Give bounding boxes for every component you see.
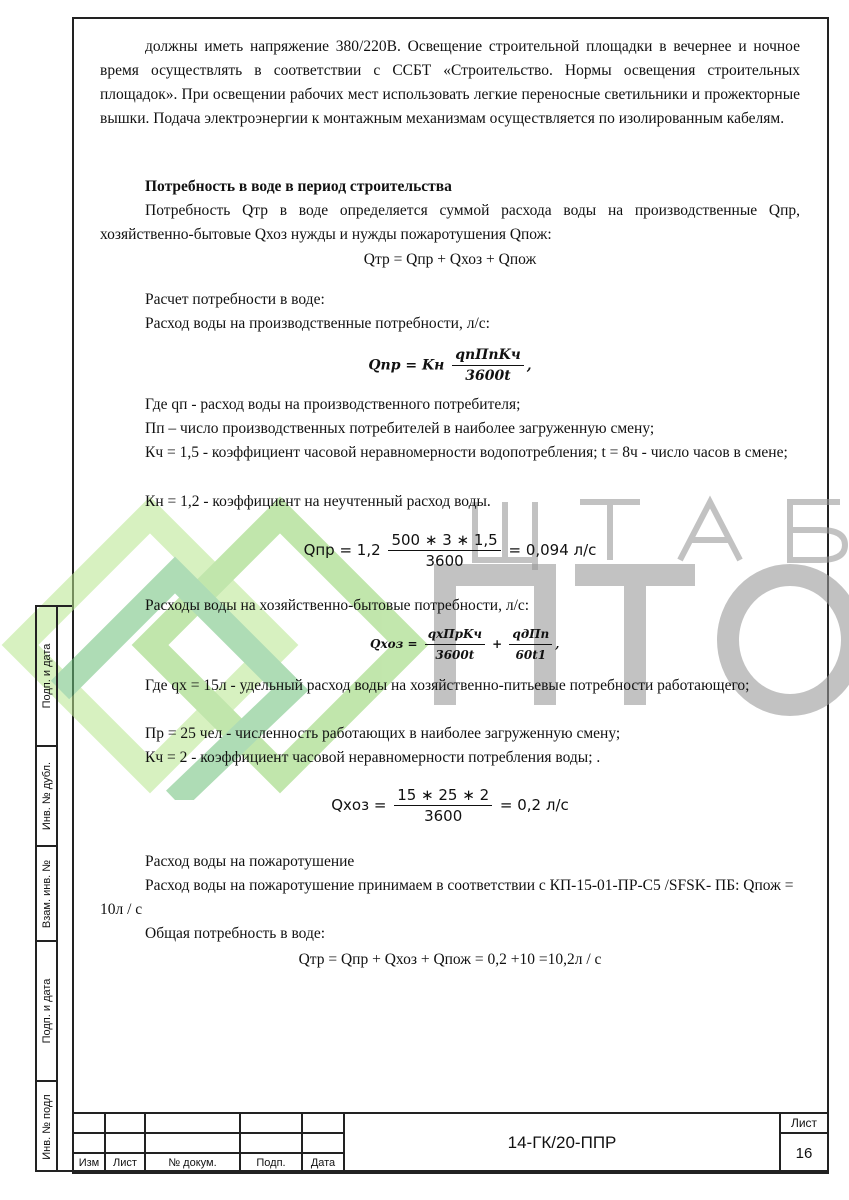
calc-left: Qхоз = xyxy=(331,796,387,814)
strip-cell xyxy=(37,607,56,747)
strip-cell xyxy=(37,942,56,1082)
where-kch2: Кч = 2 - коэффициент часовой неравномерности потребления воды; . xyxy=(145,749,601,766)
formula-denominator: 3600t xyxy=(435,648,475,662)
formula-denominator: 60t1 xyxy=(515,648,547,662)
paragraph-intro: Потребность Qтр в воде определяется суммой расхода воды на производственные Qпр, хозяйственно-бытовые Qхоз нужды и нужды пожаротушения Qпож: xyxy=(100,202,800,243)
where-kch: Кч = 1,5 - коэффициент часовой неравномерности водопотребления; t = 8ч - число часов в смене; xyxy=(145,444,788,461)
calc-numerator: 15 ∗ 25 ∗ 2 xyxy=(394,785,492,806)
formula-left: Qпр = Kн xyxy=(368,357,445,374)
calc-numerator: 500 ∗ 3 ∗ 1,5 xyxy=(388,530,500,551)
strip-label: Подп. и дата xyxy=(40,643,53,709)
calc-denominator: 3600 xyxy=(424,807,463,825)
where-qp: Где qп - расход воды на производственного потребителя; xyxy=(145,396,521,413)
header-list: Лист xyxy=(105,1153,145,1173)
calc-household xyxy=(100,785,800,826)
formula-tail: , xyxy=(555,637,560,651)
header-date: Дата xyxy=(302,1153,344,1173)
where-qx: Где qx = 15л - удельный расход воды на хозяйственно-питьевые потребности работающего; xyxy=(145,677,750,694)
paragraph-calc: Расчет потребности в воде: xyxy=(145,291,325,308)
strip-cell xyxy=(37,1082,56,1172)
calc-production xyxy=(100,530,800,571)
where-kn: Кн = 1,2 - коэффициент на неучтенный расход воды. xyxy=(145,493,491,510)
side-strip xyxy=(35,605,72,1172)
header-izm: Изм xyxy=(73,1153,105,1173)
formula-production xyxy=(100,345,800,386)
paragraph-lighting: должны иметь напряжение 380/220В. Освещение строительной площадки в вечернее и ночное время осуществлять в соответствии с ССБТ «Строительство. Нормы освещения строительных площадок». При освещении рабочих мест использовать легкие переносные светильники и прожекторные вышки. Подача электроэнергии к монтажным механизмам осуществляется по изолированным кабелям. xyxy=(100,38,800,127)
strip-cell xyxy=(37,847,56,942)
where-pr: Пр = 25 чел - численность работающих в наиболее загруженную смену; xyxy=(145,725,621,742)
strip-label: Взам. инв. № xyxy=(40,859,53,928)
strip-cell xyxy=(37,747,56,847)
equation-total: Qтр = Qпр + Qхоз + Qпож xyxy=(363,251,537,268)
sheet-label: Лист xyxy=(780,1113,828,1133)
formula-numerator: qxПрKч xyxy=(425,624,485,645)
paragraph-fire: Расход воды на пожаротушение xyxy=(145,853,355,870)
formula-numerator: qпПпKч xyxy=(452,345,524,366)
paragraph-household: Расходы воды на хозяйственно-бытовые потребности, л/с: xyxy=(145,597,530,614)
strip-label: Инв. № подл xyxy=(40,1094,53,1160)
formula-left: Qхоз = xyxy=(370,637,418,651)
formula-plus: + xyxy=(492,637,503,651)
sheet-number: 16 xyxy=(780,1133,828,1173)
section-heading: Потребность в воде в период строительства xyxy=(145,178,452,195)
header-sign: Подп. xyxy=(240,1153,302,1173)
strip-label: Инв. № дубл. xyxy=(40,761,53,831)
header-doc: № докум. xyxy=(145,1153,240,1173)
formula-household xyxy=(370,624,610,665)
calc-result: = 0,094 л/с xyxy=(508,541,597,559)
calc-result: = 0,2 л/с xyxy=(499,796,569,814)
formula-tail: , xyxy=(526,357,532,374)
title-block xyxy=(72,1112,829,1174)
formula-denominator: 3600t xyxy=(465,368,511,384)
paragraph-total: Общая потребность в воде: xyxy=(145,925,326,942)
calc-left: Qпр = 1,2 xyxy=(303,541,381,559)
formula-numerator: qдПп xyxy=(509,624,552,645)
strip-label: Подп. и дата xyxy=(40,978,53,1044)
where-pp: Пп – число производственных потребителей в наиболее загруженную смену; xyxy=(145,420,655,437)
paragraph-fire-norm: Расход воды на пожаротушение принимаем в соответствии с КП-15-01-ПР-С5 /SFSK- ПБ: Qпож = 10л / с xyxy=(100,877,794,918)
document-code: 14-ГК/20-ППР xyxy=(344,1113,780,1173)
calc-denominator: 3600 xyxy=(425,552,464,570)
equation-total-result: Qтр = Qпр + Qхоз + Qпож = 0,2 +10 =10,2л / с xyxy=(298,951,602,968)
paragraph-production: Расход воды на производственные потребности, л/с: xyxy=(145,315,490,332)
